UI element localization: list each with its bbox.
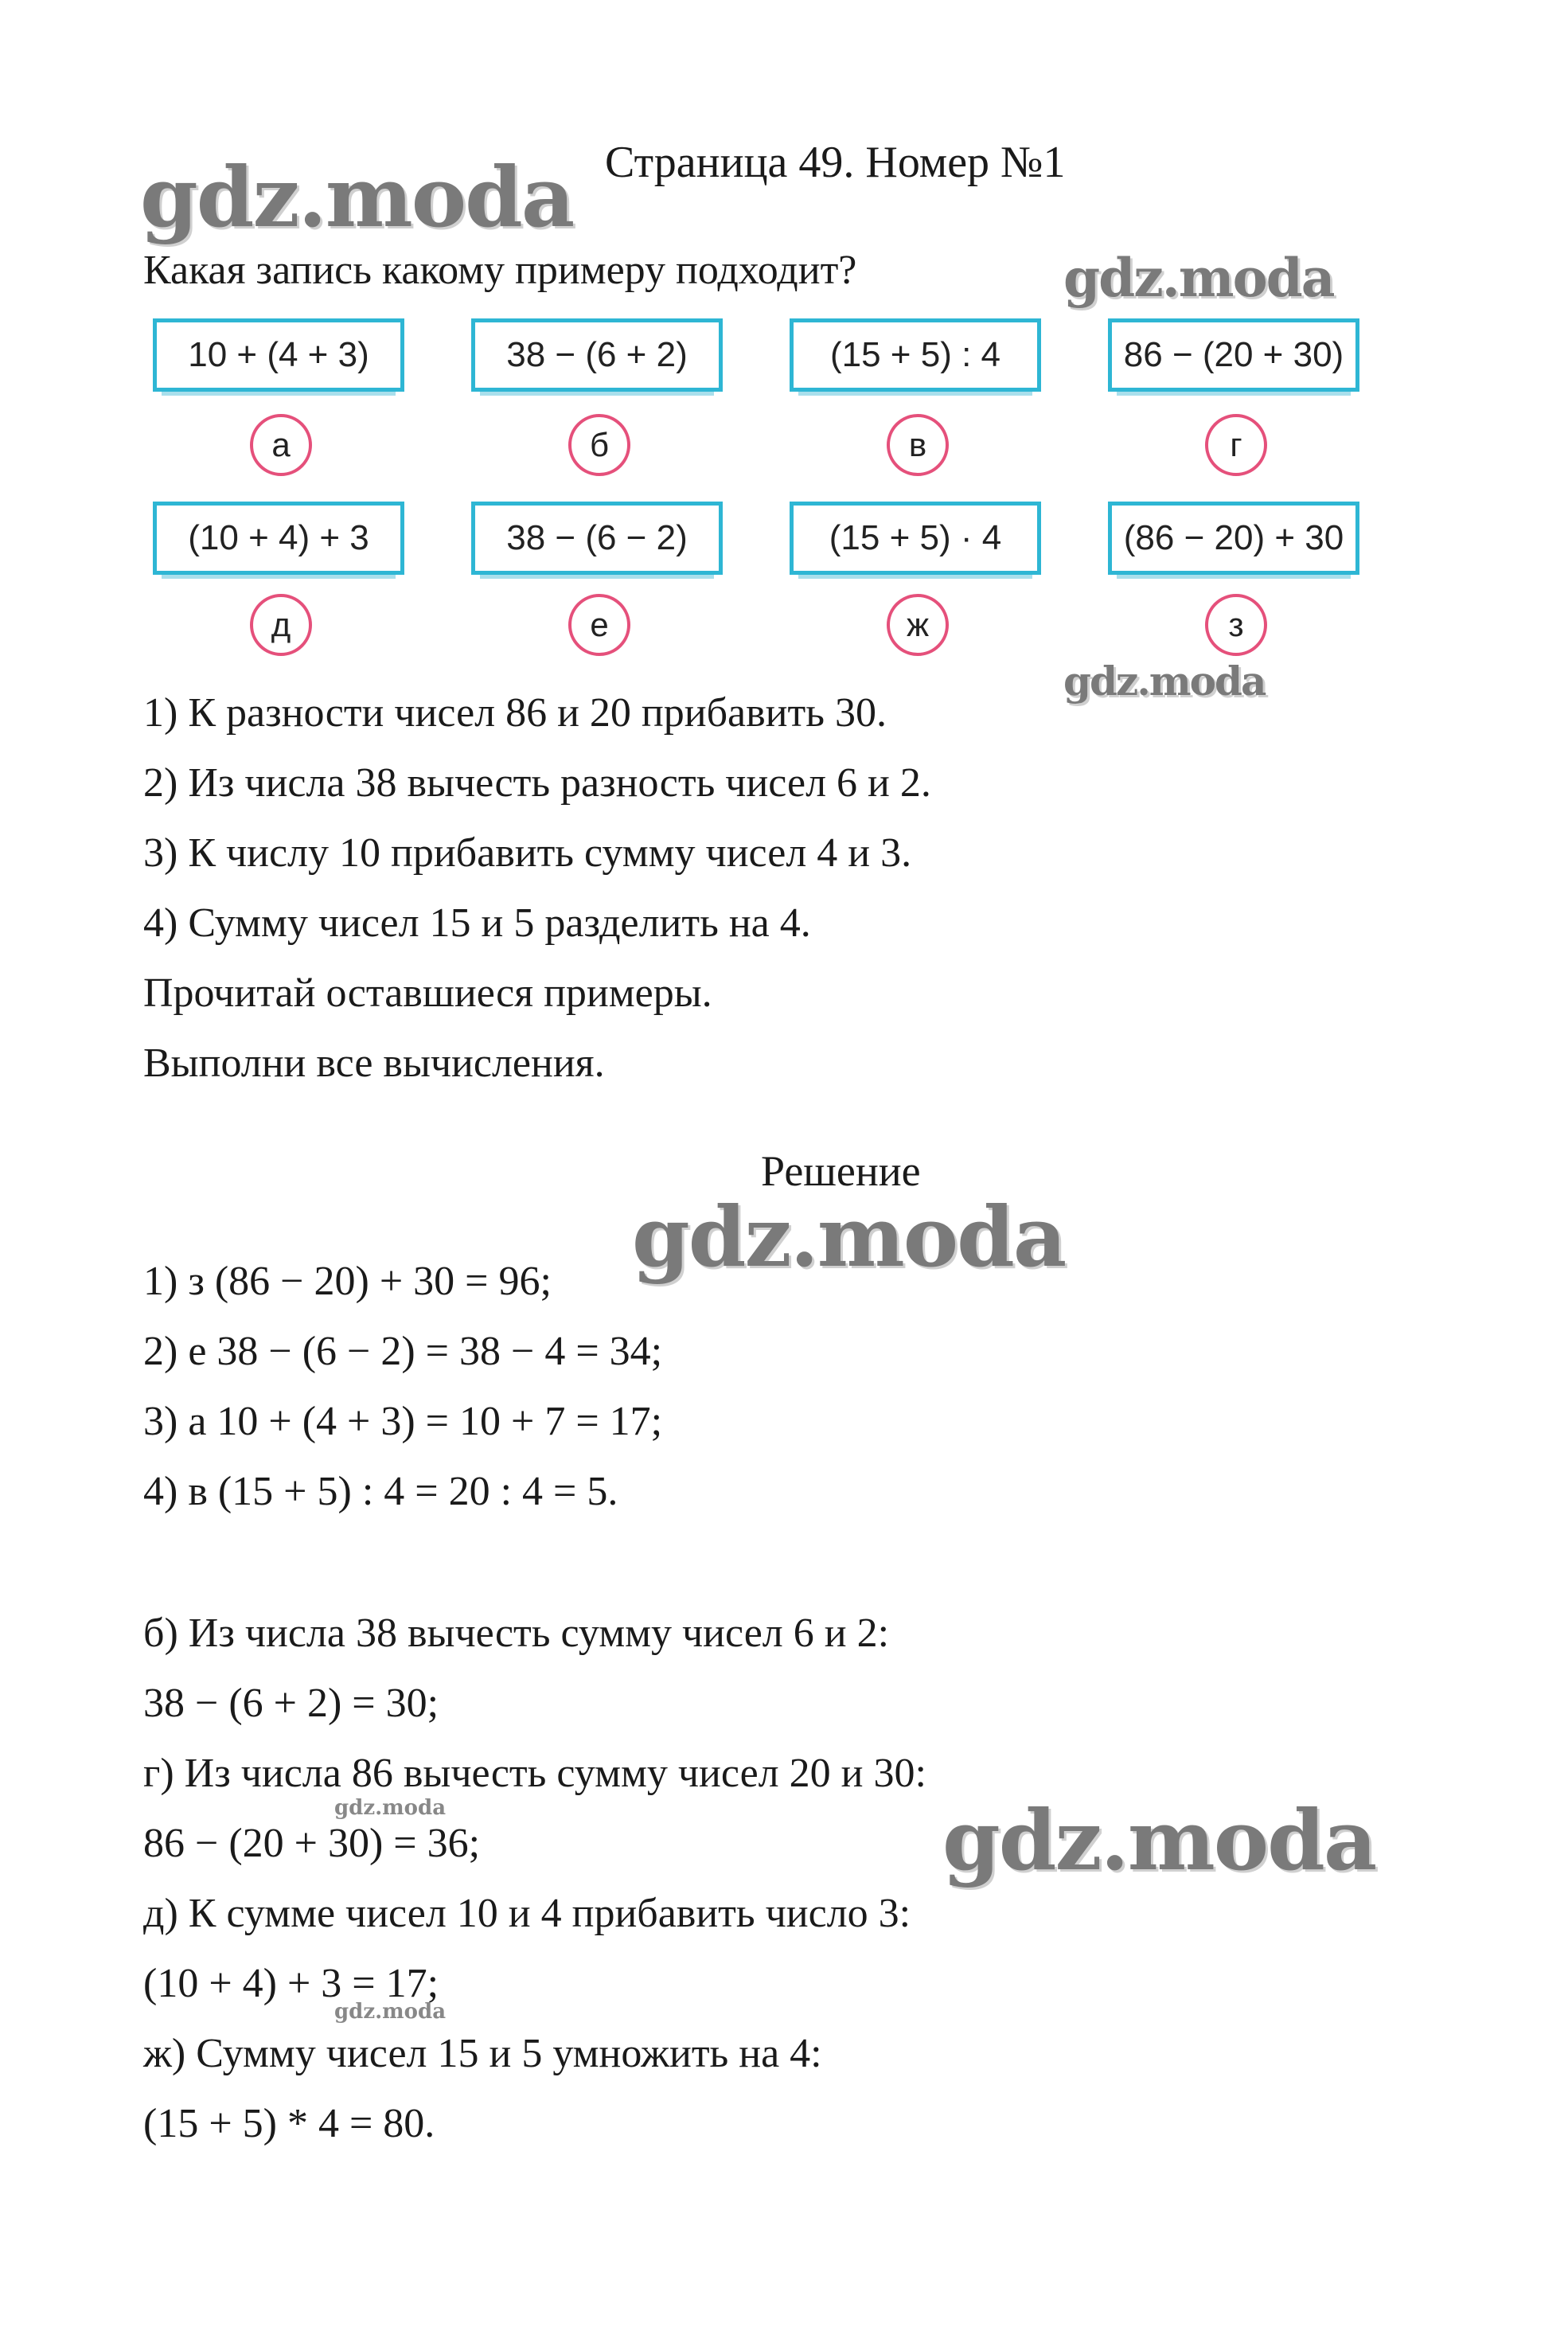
watermark-logo: gdz.moda bbox=[140, 148, 574, 246]
example-letter-a: а bbox=[250, 414, 312, 476]
watermark-small: gdz.moda bbox=[334, 2000, 447, 2024]
solution-heading: Решение bbox=[761, 1147, 921, 1195]
example-box-g: 86 − (20 + 30) bbox=[1108, 318, 1359, 392]
task-line: 4) Сумму чисел 15 и 5 разделить на 4. bbox=[143, 900, 811, 946]
example-letter-d: д bbox=[250, 594, 312, 656]
example-letter-b: б bbox=[568, 414, 630, 476]
remaining-line: д) К сумме чисел 10 и 4 прибавить число 3: bbox=[143, 1891, 911, 1936]
remaining-line: г) Из числа 86 вычесть сумму чисел 20 и 30: bbox=[143, 1751, 926, 1796]
example-letter-e: е bbox=[568, 594, 630, 656]
question-text: Какая запись какому примеру подходит? bbox=[143, 248, 857, 293]
answer-line: 4) в (15 + 5) : 4 = 20 : 4 = 5. bbox=[143, 1469, 618, 1514]
remaining-line: 38 − (6 + 2) = 30; bbox=[143, 1681, 439, 1726]
example-box-v: (15 + 5) : 4 bbox=[790, 318, 1041, 392]
watermark-small: gdz.moda bbox=[334, 1796, 447, 1820]
task-line: 3) К числу 10 прибавить сумму чисел 4 и 3. bbox=[143, 830, 912, 876]
task-line: Прочитай оставшиеся примеры. bbox=[143, 970, 712, 1016]
example-box-a: 10 + (4 + 3) bbox=[153, 318, 404, 392]
remaining-line: б) Из числа 38 вычесть сумму чисел 6 и 2: bbox=[143, 1611, 890, 1656]
remaining-line: (15 + 5) * 4 = 80. bbox=[143, 2101, 435, 2146]
example-letter-zh: ж bbox=[887, 594, 949, 656]
example-box-e: 38 − (6 − 2) bbox=[471, 502, 723, 575]
watermark-logo: gdz.moda bbox=[1063, 658, 1266, 705]
watermark-logo: gdz.moda bbox=[942, 1791, 1376, 1889]
example-letter-v: в bbox=[887, 414, 949, 476]
task-line: 2) Из числа 38 вычесть разность чисел 6 и 2. bbox=[143, 760, 931, 806]
remaining-line: (10 + 4) + 3 = 17; bbox=[143, 1961, 439, 2006]
example-box-b: 38 − (6 + 2) bbox=[471, 318, 723, 392]
answer-line: 3) а 10 + (4 + 3) = 10 + 7 = 17; bbox=[143, 1399, 663, 1444]
remaining-line: ж) Сумму чисел 15 и 5 умножить на 4: bbox=[143, 2031, 822, 2076]
example-letter-g: г bbox=[1205, 414, 1267, 476]
task-line: Выполни все вычисления. bbox=[143, 1041, 605, 1086]
watermark-logo: gdz.moda bbox=[632, 1188, 1066, 1286]
example-box-d: (10 + 4) + 3 bbox=[153, 502, 404, 575]
remaining-line: 86 − (20 + 30) = 36; bbox=[143, 1821, 481, 1866]
example-box-z: (86 − 20) + 30 bbox=[1108, 502, 1359, 575]
page-title: Страница 49. Номер №1 bbox=[605, 138, 1066, 187]
watermark-logo: gdz.moda bbox=[1063, 247, 1334, 309]
answer-line: 2) е 38 − (6 − 2) = 38 − 4 = 34; bbox=[143, 1329, 663, 1374]
example-letter-z: з bbox=[1205, 594, 1267, 656]
task-line: 1) К разности чисел 86 и 20 прибавить 30. bbox=[143, 690, 887, 736]
answer-line: 1) з (86 − 20) + 30 = 96; bbox=[143, 1259, 552, 1304]
example-box-zh: (15 + 5) · 4 bbox=[790, 502, 1041, 575]
